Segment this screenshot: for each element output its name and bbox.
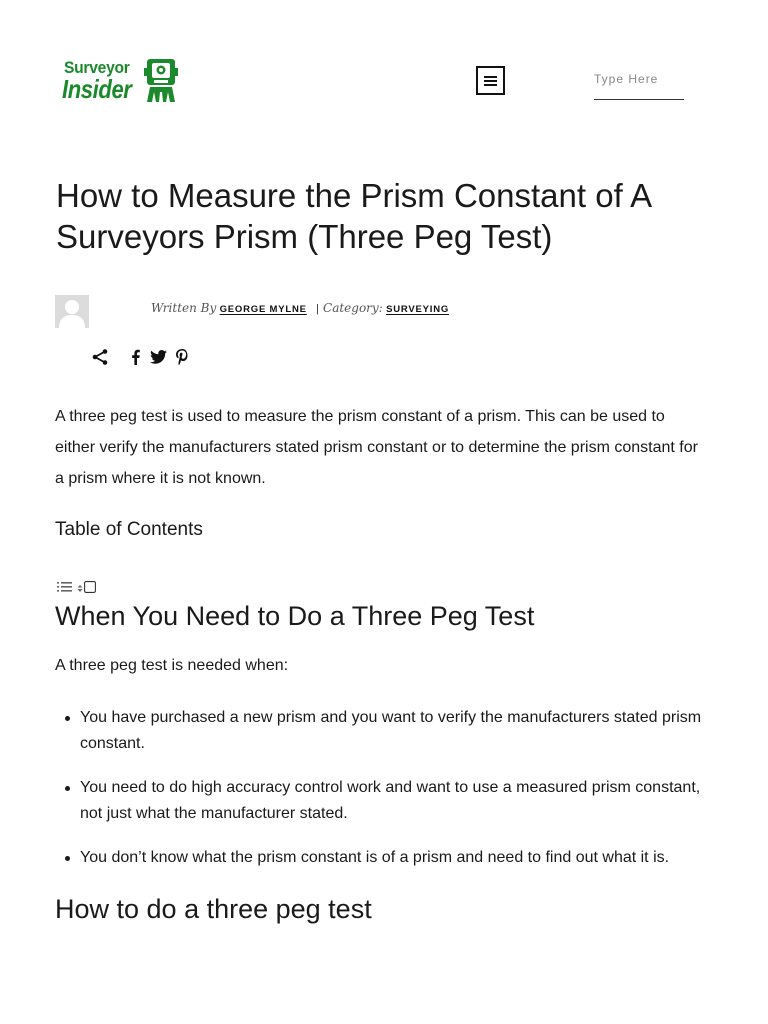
list-item: You don’t know what the prism constant is of a prism and need to find out what it is.	[80, 845, 710, 871]
facebook-icon[interactable]	[128, 347, 142, 367]
search-box	[594, 68, 684, 100]
page-title: How to Measure the Prism Constant of A Surveyors Prism (Three Peg Test)	[56, 177, 651, 255]
share-bar	[90, 346, 190, 368]
avatar	[55, 295, 89, 328]
list-item: You need to do high accuracy control work and want to use a measured prism constant, not just what the manufacturer stated.	[80, 775, 710, 827]
section-heading-how: How to do a three peg test	[55, 894, 372, 924]
menu-button[interactable]	[476, 66, 505, 95]
section-heading-when: When You Need to Do a Three Peg Test	[55, 601, 535, 631]
site-logo[interactable]	[62, 57, 178, 105]
author-link[interactable]: GEORGE MYLNE	[219, 304, 307, 315]
checkbox-icon	[84, 581, 96, 593]
pinterest-icon[interactable]	[174, 347, 190, 367]
category-label: Category:	[323, 301, 383, 315]
meta-separator: |	[316, 303, 320, 315]
user-placeholder-icon	[55, 295, 89, 328]
twitter-icon[interactable]	[148, 347, 168, 367]
surveyor-robot-icon	[144, 58, 178, 102]
category-link[interactable]: SURVEYING	[386, 304, 450, 315]
search-input[interactable]	[594, 68, 660, 90]
logo-line2: Insider	[62, 74, 132, 104]
toc-list-icon	[57, 581, 73, 593]
toc-title: Table of Contents	[55, 519, 203, 540]
section-intro: A three peg test is needed when:	[55, 657, 289, 674]
hamburger-menu-icon	[484, 76, 497, 86]
toc-toggle-button[interactable]	[57, 575, 96, 593]
written-by-label: Written By	[151, 301, 217, 315]
logo-line1: Surveyor	[64, 58, 130, 77]
reasons-list	[80, 705, 710, 889]
intro-paragraph: A three peg test is used to measure the prism constant of a prism. This can be used to either verify the manufacturers stated prism constant or to determine the prism constant for a prism where it is not known.	[55, 408, 698, 487]
post-meta	[151, 301, 449, 315]
share-icon[interactable]	[90, 347, 110, 367]
list-item: You have purchased a new prism and you want to verify the manufacturers stated prism constant.	[80, 705, 710, 757]
chevron-up-down-icon	[76, 583, 84, 593]
